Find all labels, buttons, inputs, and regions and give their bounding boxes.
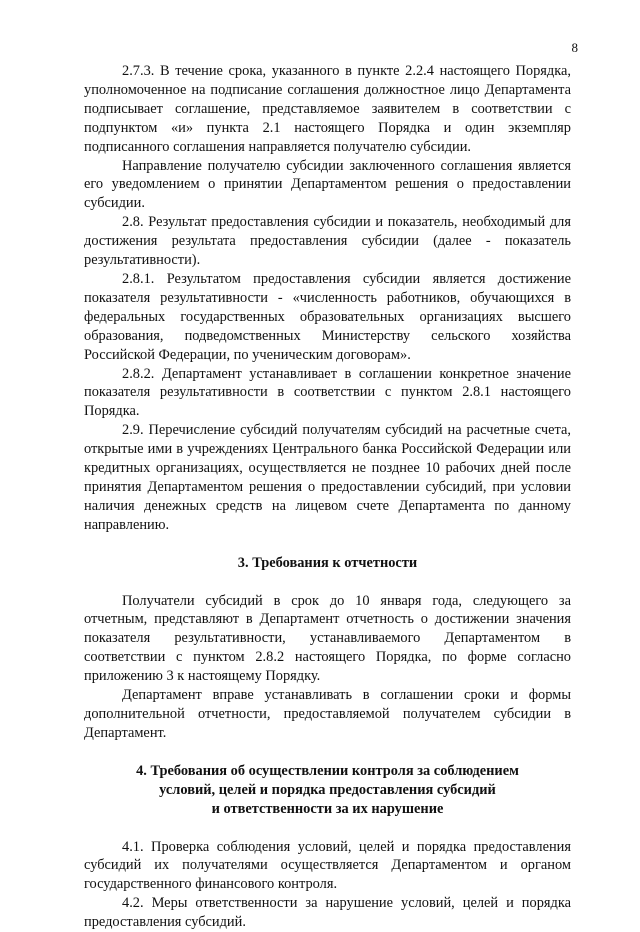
document-body (84, 62, 571, 932)
section-4-heading-line-2: условий, целей и порядка предоставления субсидий (159, 781, 496, 798)
section-4-heading (84, 762, 571, 819)
paragraph-4-2: 4.2. Меры ответственности за нарушение условий, целей и порядка предоставления субсидий. (84, 895, 571, 931)
section-3-heading: 3. Требования к отчетности (237, 554, 418, 571)
paragraph-2-9: 2.9. Перечисление субсидий получателям субсидий на расчетные счета, открытые ими в учреждениях Центрального банка Российской Федерации или кредитных организациях, осуществляется не позднее 10 рабочих дней после принятия Департаментом решения о предоставлении субсидий, при условии наличия денежных средств на лицевом счете Департамента по данному направлению. (84, 422, 571, 533)
paragraph-2-8: 2.8. Результат предоставления субсидии и показатель, необходимый для достижения результата предоставления субсидии (далее - показатель результативности). (84, 214, 571, 269)
paragraph-4-1: 4.1. Проверка соблюдения условий, целей и порядка предоставления субсидий их получателями осуществляется Департаментом и органом государственного финансового контроля. (84, 838, 571, 893)
section-4-heading-line-1: 4. Требования об осуществлении контроля за соблюдением (136, 762, 519, 779)
paragraph-reporting: Получатели субсидий в срок до 10 января года, следующего за отчетным, представляют в Департамент отчетность о достижении значения показателя результативности, устанавливаемого Департаментом в соответствии с пунктом 2.8.2 настоящего Порядка, по форме согласно приложению 3 к настоящему Порядку. (84, 592, 571, 685)
paragraph-additional-reporting: Департамент вправе устанавливать в соглашении сроки и формы дополнительной отчетности, предоставляемой получателем субсидии в Департамент. (84, 687, 571, 741)
paragraph-2-7-3: 2.7.3. В течение срока, указанного в пункте 2.2.4 настоящего Порядка, уполномоченное на подписание соглашения должностное лицо Департамента подписывает соглашение, представляемое заявителем в соответствии с подпунктом «и» пункта 2.1 настоящего Порядка и один экземпляр подписанного соглашения направляется получателю субсидии. (84, 63, 571, 155)
section-4-heading-line-3: и ответственности за их нарушение (211, 800, 444, 817)
page-number: 8 (571, 40, 578, 55)
paragraph-2-8-2: 2.8.2. Департамент устанавливает в соглашении конкретное значение показателя результативности в соответствии с пунктом 2.8.1 настоящего Порядка. (84, 365, 571, 420)
paragraph-2-8-1: 2.8.1. Результатом предоставления субсидии является достижение показателя результативности - «численность работников, обучающихся в федеральных государственных образовательных организациях высшего образования, подведомственных Министерству сельского хозяйства Российской Федерации, по ученическим договорам». (84, 270, 571, 363)
paragraph-notification: Направление получателю субсидии заключенного соглашения является его уведомлением о принятии Департаментом решения о предоставлении субсидии. (84, 157, 571, 212)
